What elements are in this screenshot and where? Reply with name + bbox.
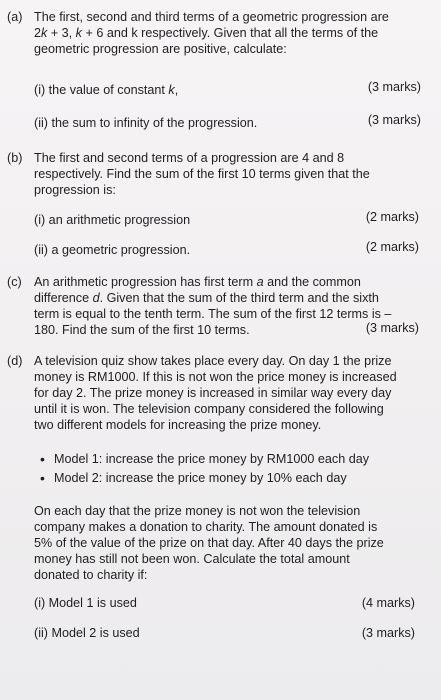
question-a-label: (a): [7, 10, 23, 24]
question-d-para-line-1: On each day that the prize money is not won the television: [34, 504, 361, 518]
question-a-ii-marks: (3 marks): [367, 113, 421, 127]
question-d-i: (i) Model 1 is used: [34, 596, 137, 610]
question-a-line-2: 2k + 3, k + 6 and k respectively. Given that all the terms of the: [34, 26, 379, 40]
question-b-i-marks: (2 marks): [365, 210, 419, 224]
question-a-i: (i) the value of constant k,: [34, 83, 179, 97]
question-a-i-marks: (3 marks): [367, 80, 421, 94]
question-b-i: (i) an arithmetic progression: [34, 213, 191, 227]
question-c-line-4: 180. Find the sum of the first 10 terms.: [34, 323, 250, 337]
model-2-text: Model 2: increase the price money by 10% each day: [54, 471, 347, 485]
question-d-label: (d): [7, 354, 23, 368]
question-b-label: (b): [7, 151, 23, 165]
question-b-line-2: respectively. Find the sum of the first 10 terms given that the: [34, 167, 370, 181]
question-d-para-line-3: 5% of the value of the prize on that day. After 40 days the prize: [34, 536, 384, 550]
question-d-i-marks: (4 marks): [361, 596, 415, 610]
bullet-1: •: [40, 451, 45, 467]
question-d-para-line-4: money has still not been won. Calculate the total amount: [34, 552, 350, 566]
question-c-line-2: difference d. Given that the sum of the third term and the sixth: [34, 291, 379, 305]
question-d-line-1: A television quiz show takes place every day. On day 1 the prize: [34, 354, 392, 368]
question-c-label: (c): [7, 275, 22, 289]
question-c-line-1: An arithmetic progression has first term a and the common: [34, 275, 361, 289]
question-d-ii-marks: (3 marks): [361, 626, 415, 640]
question-a-line-3: geometric progression are positive, calculate:: [34, 42, 287, 56]
question-c-marks: (3 marks): [365, 321, 419, 335]
question-b-line-1: The first and second terms of a progression are 4 and 8: [34, 151, 345, 165]
question-d-para-line-5: donated to charity if:: [34, 568, 148, 582]
question-a-ii: (ii) the sum to infinity of the progression.: [34, 116, 258, 130]
question-d-line-2: money is RM1000. If this is not won the price money is increased: [34, 370, 397, 384]
question-d-para-line-2: company makes a donation to charity. The amount donated is: [34, 520, 378, 534]
question-b-ii-marks: (2 marks): [365, 240, 419, 254]
question-d-line-4: until it is won. The television company considered the following: [34, 402, 384, 416]
bullet-2: •: [40, 470, 45, 486]
question-b-line-3: progression is:: [34, 183, 116, 197]
question-d-line-5: two different models for increasing the prize money.: [34, 418, 322, 432]
model-1-text: Model 1: increase the price money by RM1000 each day: [54, 452, 370, 466]
question-a-line-1: The first, second and third terms of a geometric progression are: [34, 10, 389, 24]
question-d-line-3: for day 2. The prize money is increased in similar way every day: [34, 386, 392, 400]
question-d-ii: (ii) Model 2 is used: [34, 626, 140, 640]
question-b-ii: (ii) a geometric progression.: [34, 243, 191, 257]
question-c-line-3: term is equal to the tenth term. The sum of the first 12 terms is –: [34, 307, 392, 321]
